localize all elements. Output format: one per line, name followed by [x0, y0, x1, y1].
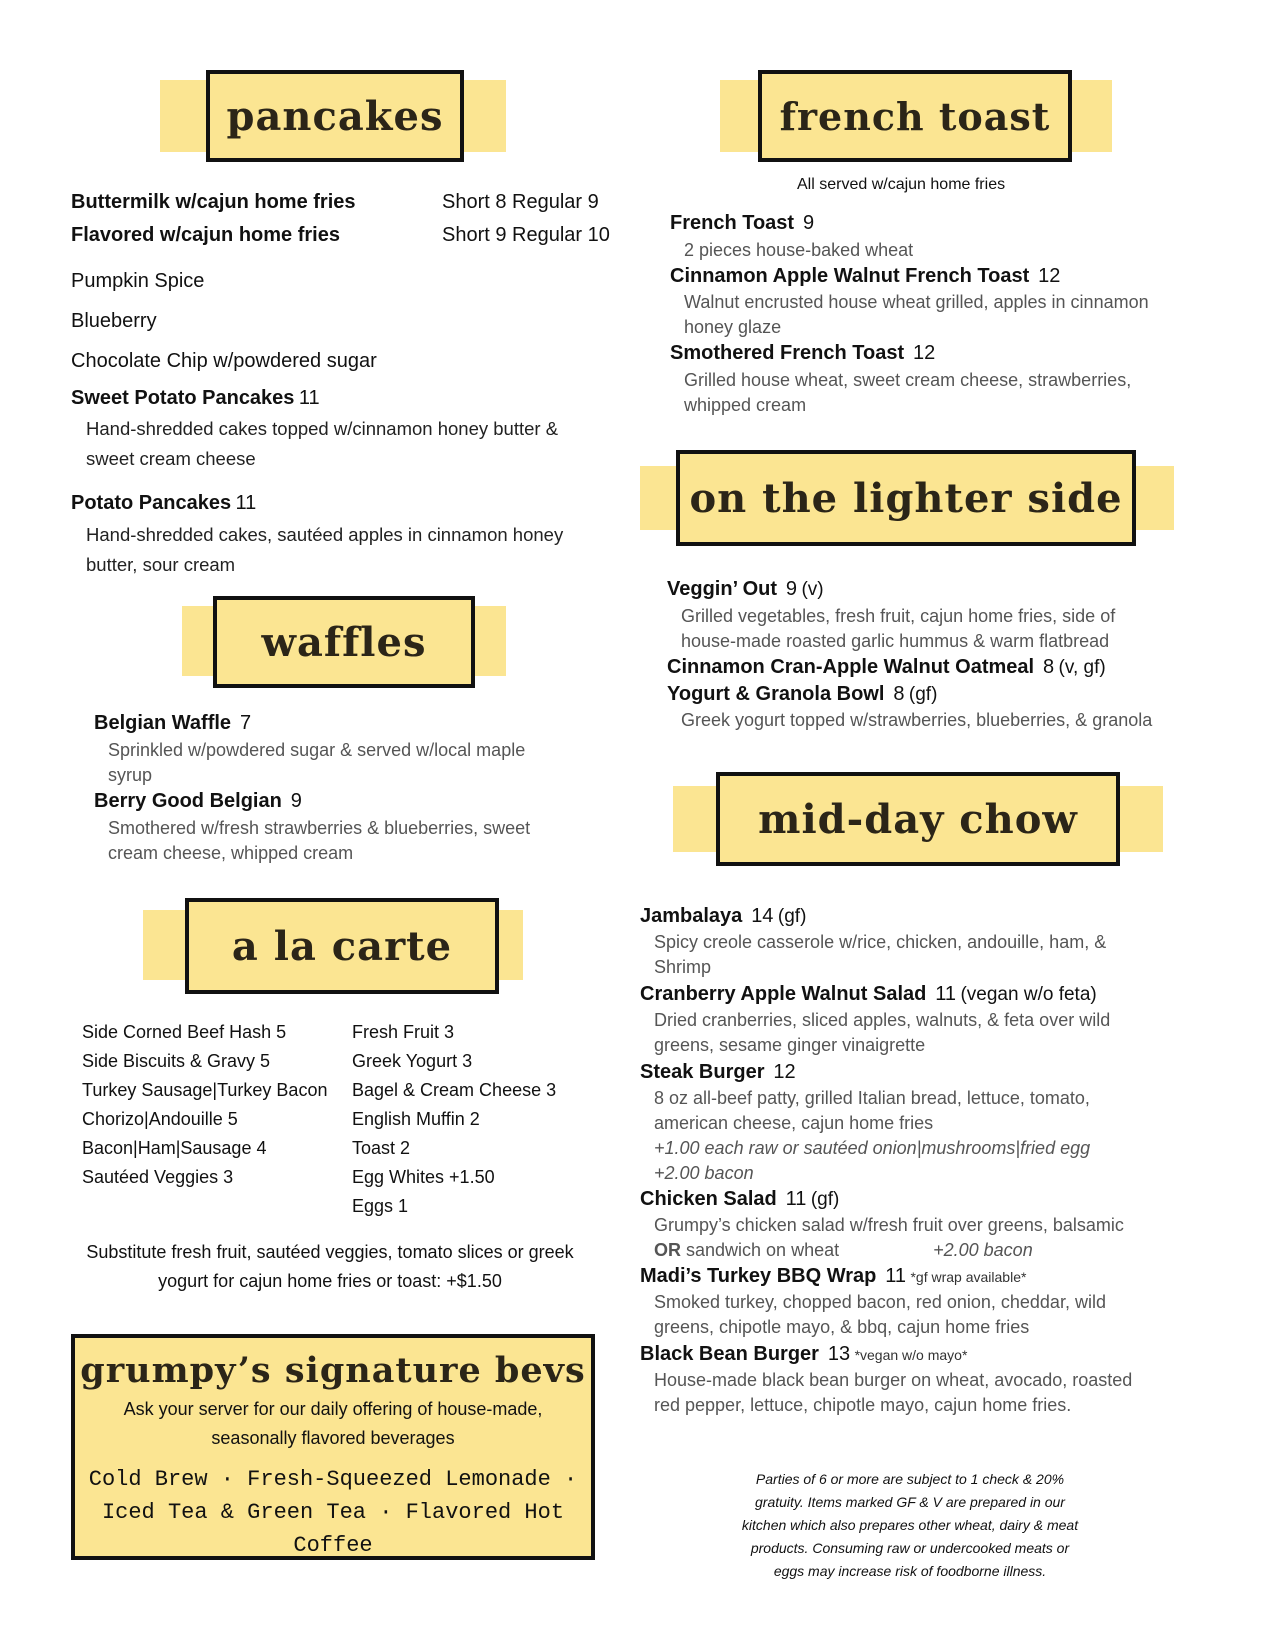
ft-item: [670, 212, 814, 235]
footnote-line: kitchen which also prepares other wheat, dairy & meat: [741, 1517, 1079, 1533]
footnote-line: gratuity. Items marked GF & V are prepared in our: [755, 1494, 1065, 1510]
salad-desc-1: Dried cranberries, sliced apples, walnuts, & feta over wild: [654, 1010, 1111, 1030]
pancakes-header: [206, 70, 464, 162]
potato-desc: [86, 520, 586, 580]
cinnamon-ft-item: [670, 265, 1060, 288]
potato-desc-1: Hand-shredded cakes, sautéed apples in cinnamon honey: [86, 524, 564, 545]
smothered-ft-desc-1: Grilled house wheat, sweet cream cheese, strawberries,: [684, 370, 1132, 390]
chicken-sandwich: sandwich on wheat: [681, 1240, 840, 1260]
salad-tag: (vegan w/o feta): [960, 984, 1097, 1005]
midday-title: mid-day chow: [758, 795, 1078, 843]
steak-desc: [654, 1086, 1174, 1186]
bevs-sub-2: seasonally flavored beverages: [211, 1428, 455, 1448]
sweet-potato-price: 11: [298, 387, 320, 409]
berry-desc: [108, 816, 578, 866]
midday-header: [716, 772, 1120, 866]
chicken-item: [640, 1188, 839, 1211]
berry-name: Berry Good Belgian: [94, 790, 282, 812]
steak-name: Steak Burger: [640, 1061, 765, 1083]
veggin-item: [667, 578, 824, 601]
jambalaya-name: Jambalaya: [640, 905, 743, 927]
substitute-line-1: Substitute fresh fruit, sautéed veggies, tomato slices or greek: [86, 1242, 574, 1262]
alacarte-col-2: [352, 1018, 556, 1221]
chicken-or: OR: [654, 1240, 681, 1260]
smothered-ft-item: [670, 342, 935, 365]
bean-price: 13: [827, 1343, 851, 1365]
bevs-list-2: Iced Tea & Green Tea · Flavored Hot Coffee: [101, 1500, 565, 1558]
oatmeal-tag: (v, gf): [1058, 657, 1106, 678]
belgian-item: [94, 712, 251, 735]
cinnamon-ft-name: Cinnamon Apple Walnut French Toast: [670, 265, 1030, 287]
substitute-line-2: yogurt for cajun home fries or toast: +$1.50: [158, 1271, 502, 1291]
salad-desc-2: greens, sesame ginger vinaigrette: [654, 1035, 926, 1055]
oatmeal-item: [667, 656, 1106, 679]
alacarte-item: Egg Whites +1.50: [352, 1167, 495, 1187]
veggin-desc-2: house-made roasted garlic hummus & warm flatbread: [681, 631, 1110, 651]
cinnamon-ft-desc-2: honey glaze: [684, 317, 782, 337]
chicken-tag: (gf): [810, 1189, 840, 1210]
french-toast-title: french toast: [779, 93, 1051, 139]
alacarte-item: Side Biscuits & Gravy 5: [82, 1051, 271, 1071]
alacarte-item: Fresh Fruit 3: [352, 1022, 455, 1042]
buttermilk-name: Buttermilk w/cajun home fries: [71, 191, 356, 213]
french-toast-header: [758, 70, 1072, 162]
chicken-desc-2: [654, 1238, 1174, 1263]
substitute-note: [40, 1238, 620, 1296]
oatmeal-name: Cinnamon Cran-Apple Walnut Oatmeal: [667, 656, 1035, 678]
jambalaya-price: 14: [751, 905, 774, 927]
sweet-potato-name: Sweet Potato Pancakes: [71, 387, 295, 409]
yogurt-tag: (gf): [908, 684, 938, 705]
belgian-desc: [108, 738, 578, 788]
steak-desc-1: 8 oz all-beef patty, grilled Italian bread, lettuce, tomato,: [654, 1088, 1090, 1108]
flavored-price: Short 9 Regular 10: [442, 224, 610, 246]
ft-name: French Toast: [670, 212, 795, 234]
alacarte-col-1: [82, 1018, 327, 1192]
wrap-note: *gf wrap available*: [910, 1269, 1027, 1285]
cinnamon-ft-desc-1: Walnut encrusted house wheat grilled, apples in cinnamon: [684, 292, 1149, 312]
alacarte-item: Bacon|Ham|Sausage 4: [82, 1138, 267, 1158]
potato-item: [71, 492, 256, 515]
veggin-name: Veggin’ Out: [667, 578, 778, 600]
chicken-price: 11: [785, 1188, 807, 1210]
signature-bevs-box: [71, 1334, 595, 1560]
alacarte-item: Sautéed Veggies 3: [82, 1167, 234, 1187]
berry-desc-1: Smothered w/fresh strawberries & blueberries, sweet: [108, 818, 531, 838]
bean-desc-2: red pepper, lettuce, chipotle mayo, cajun home fries.: [654, 1395, 1072, 1415]
jambalaya-tag: (gf): [777, 906, 807, 927]
berry-desc-2: cream cheese, whipped cream: [108, 843, 354, 863]
alacarte-item: Toast 2: [352, 1138, 411, 1158]
lighter-header: [676, 450, 1136, 546]
jambalaya-item: [640, 905, 806, 928]
steak-price: 12: [773, 1061, 796, 1083]
wrap-desc-2: greens, chipotle mayo, & bbq, cajun home fries: [654, 1317, 1030, 1337]
flavored-name: Flavored w/cajun home fries: [71, 224, 340, 246]
potato-name: Potato Pancakes: [71, 492, 232, 514]
steak-item: [640, 1061, 796, 1084]
chicken-desc-1: Grumpy’s chicken salad w/fresh fruit over greens, balsamic: [654, 1215, 1124, 1235]
wrap-item: [640, 1265, 1026, 1288]
sweet-potato-desc-2: sweet cream cheese: [86, 448, 256, 469]
waffles-header: [213, 596, 475, 688]
alacarte-item: Chorizo|Andouille 5: [82, 1109, 238, 1129]
yogurt-price: 8: [893, 683, 905, 705]
belgian-desc-1: Sprinkled w/powdered sugar & served w/local maple: [108, 740, 526, 760]
alacarte-item: Greek Yogurt 3: [352, 1051, 473, 1071]
sweet-potato-desc-1: Hand-shredded cakes topped w/cinnamon honey butter &: [86, 418, 559, 439]
french-toast-served: All served w/cajun home fries: [797, 176, 1006, 193]
veggin-desc: [681, 604, 1201, 654]
oatmeal-price: 8: [1042, 656, 1055, 678]
belgian-desc-2: syrup: [108, 765, 153, 785]
footnote-line: products. Consuming raw or undercooked meats or: [750, 1540, 1070, 1556]
bevs-sub-1: Ask your server for our daily offering of house-made,: [123, 1399, 543, 1419]
steak-desc-2: american cheese, cajun home fries: [654, 1113, 934, 1133]
chicken-name: Chicken Salad: [640, 1188, 777, 1210]
bean-name: Black Bean Burger: [640, 1343, 819, 1365]
veggin-desc-1: Grilled vegetables, fresh fruit, cajun home fries, side of: [681, 606, 1116, 626]
jambalaya-desc: [654, 930, 1174, 980]
lighter-title: on the lighter side: [689, 474, 1123, 522]
berry-price: 9: [290, 790, 302, 812]
flavor-blueberry: Blueberry: [71, 310, 157, 332]
salad-desc: [654, 1008, 1174, 1058]
alacarte-item: Bagel & Cream Cheese 3: [352, 1080, 557, 1100]
bean-item: [640, 1343, 967, 1366]
smothered-ft-desc-2: whipped cream: [684, 395, 807, 415]
salad-item: [640, 983, 1097, 1006]
smothered-ft-desc: [684, 368, 1204, 418]
alacarte-item: Side Corned Beef Hash 5: [82, 1022, 287, 1042]
footnote-line: eggs may increase risk of foodborne illness.: [773, 1563, 1047, 1579]
chicken-bacon-extra: +2.00 bacon: [933, 1240, 1033, 1260]
bevs-title: grumpy’s signature bevs: [80, 1350, 586, 1391]
ft-desc: 2 pieces house-baked wheat: [684, 240, 914, 260]
ft-price: 9: [802, 212, 815, 234]
footnote-line: Parties of 6 or more are subject to 1 check & 20%: [755, 1471, 1065, 1487]
salad-name: Cranberry Apple Walnut Salad: [640, 983, 927, 1005]
bean-note: *vegan w/o mayo*: [854, 1347, 968, 1363]
yogurt-name: Yogurt & Granola Bowl: [667, 683, 885, 705]
sweet-potato-item: [71, 387, 320, 410]
buttermilk-price: Short 8 Regular 9: [442, 191, 599, 213]
veggin-tag: (v): [801, 579, 824, 600]
jambalaya-desc-1: Spicy creole casserole w/rice, chicken, andouille, ham, &: [654, 932, 1107, 952]
steak-desc-4: +2.00 bacon: [654, 1163, 754, 1183]
flavor-chocolate-chip: Chocolate Chip w/powdered sugar: [71, 350, 377, 372]
potato-price: 11: [235, 492, 257, 514]
flavor-pumpkin: Pumpkin Spice: [71, 270, 205, 292]
yogurt-item: [667, 683, 937, 706]
jambalaya-desc-2: Shrimp: [654, 957, 712, 977]
cinnamon-ft-desc: [684, 290, 1204, 340]
wrap-name: Madi’s Turkey BBQ Wrap: [640, 1265, 877, 1287]
sweet-potato-desc: [86, 414, 586, 474]
footnote: [690, 1468, 1130, 1583]
bevs-list-1: Cold Brew · Fresh-Squeezed Lemonade ·: [88, 1467, 578, 1492]
smothered-ft-price: 12: [913, 342, 936, 364]
yogurt-desc: Greek yogurt topped w/strawberries, blueberries, & granola: [681, 710, 1153, 730]
veggin-price: 9: [785, 578, 798, 600]
cinnamon-ft-price: 12: [1038, 265, 1061, 287]
potato-desc-2: butter, sour cream: [86, 554, 236, 575]
wrap-desc-1: Smoked turkey, chopped bacon, red onion, cheddar, wild: [654, 1292, 1106, 1312]
berry-item: [94, 790, 302, 813]
alacarte-item: English Muffin 2: [352, 1109, 480, 1129]
alacarte-header: [185, 898, 499, 994]
salad-price: 11: [935, 983, 957, 1005]
chicken-desc: [654, 1213, 1174, 1263]
alacarte-item: Turkey Sausage|Turkey Bacon: [82, 1080, 328, 1100]
bean-desc: [654, 1368, 1174, 1418]
bean-desc-1: House-made black bean burger on wheat, avocado, roasted: [654, 1370, 1133, 1390]
wrap-desc: [654, 1290, 1174, 1340]
wrap-price: 11: [885, 1265, 907, 1287]
steak-desc-3: +1.00 each raw or sautéed onion|mushrooms|fried egg: [654, 1138, 1091, 1158]
alacarte-item: Eggs 1: [352, 1196, 409, 1216]
smothered-ft-name: Smothered French Toast: [670, 342, 905, 364]
pancakes-title: pancakes: [226, 92, 444, 140]
alacarte-title: a la carte: [231, 922, 453, 970]
belgian-name: Belgian Waffle: [94, 712, 232, 734]
belgian-price: 7: [239, 712, 252, 734]
waffles-title: waffles: [261, 618, 427, 666]
